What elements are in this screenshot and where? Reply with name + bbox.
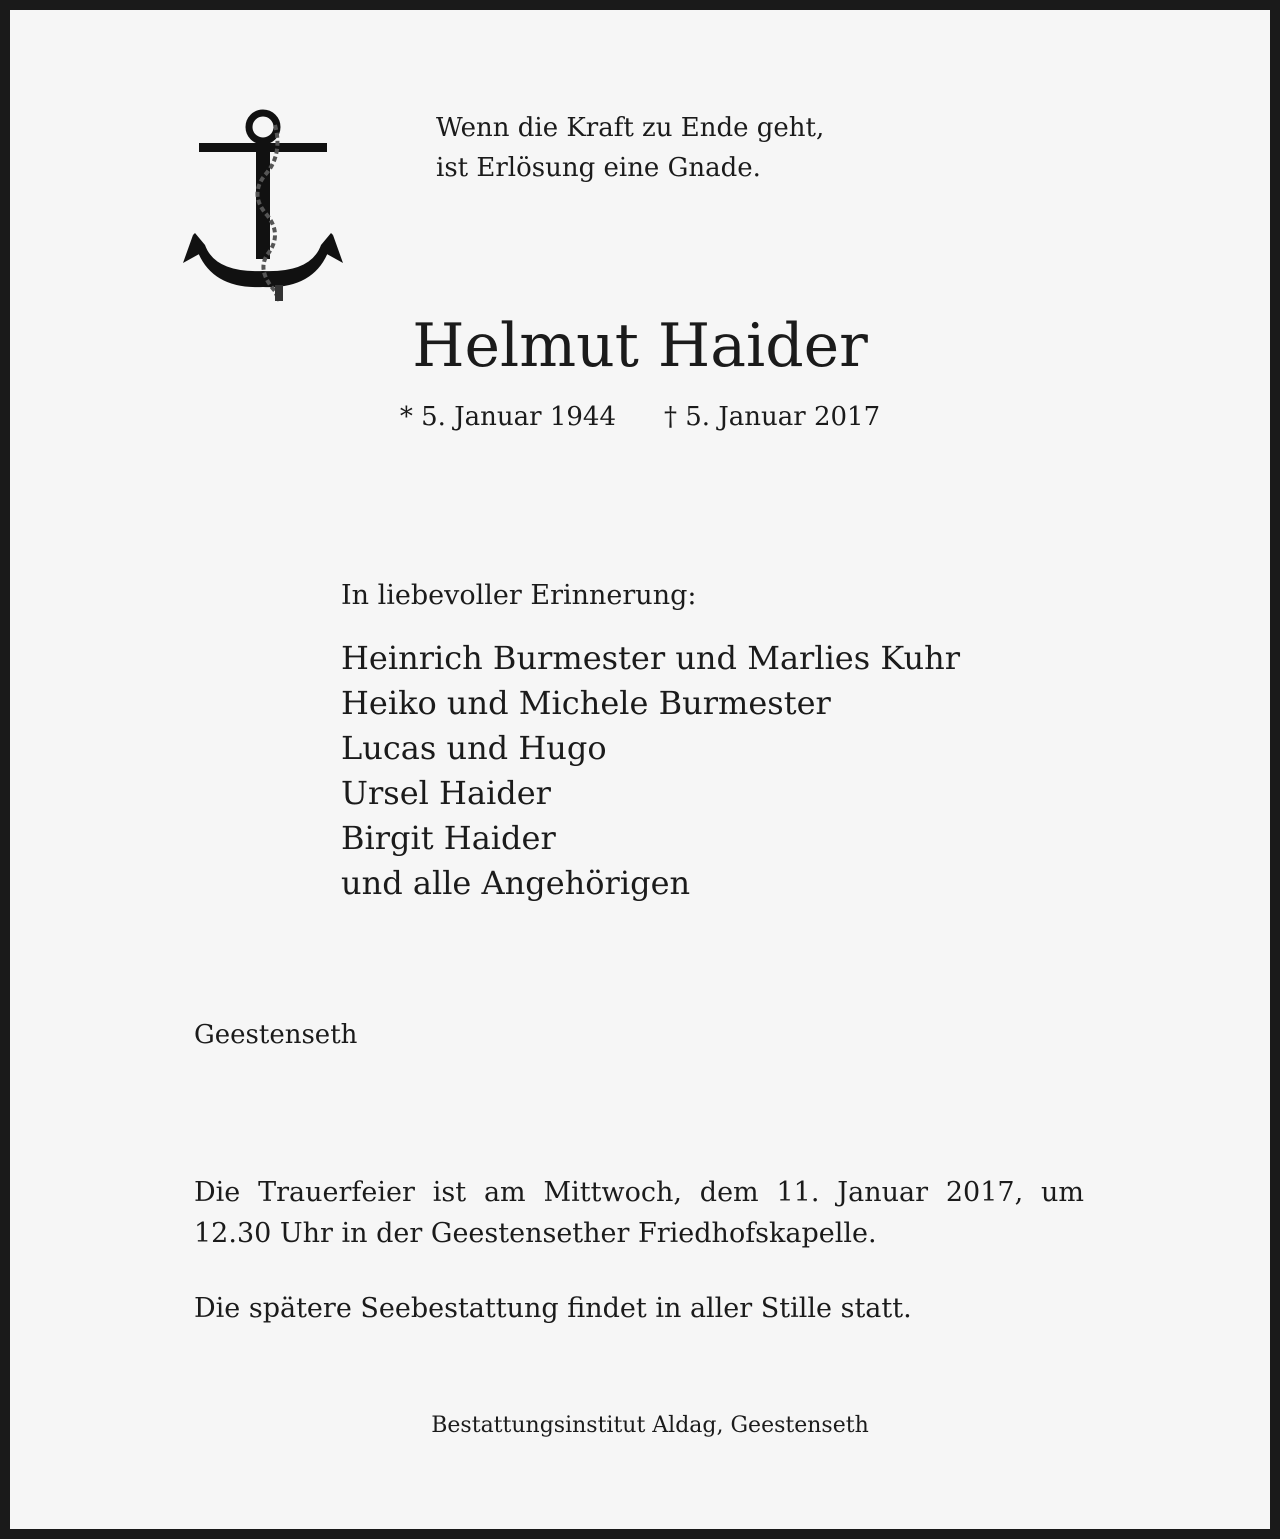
memorial-intro: In liebevoller Erinnerung: bbox=[341, 580, 697, 611]
undertaker: Bestattungsinstitut Aldag, Geestenseth bbox=[431, 1413, 869, 1438]
mourner: Heiko und Michele Burmester bbox=[341, 684, 831, 722]
mourners-list bbox=[341, 636, 960, 906]
life-dates bbox=[0, 402, 1280, 432]
obituary-card bbox=[10, 10, 1270, 1529]
place: Geestenseth bbox=[194, 1020, 358, 1050]
mourner: Ursel Haider bbox=[341, 774, 551, 812]
mourner: und alle Angehörigen bbox=[341, 864, 691, 902]
motto-line: Wenn die Kraft zu Ende geht, bbox=[436, 113, 825, 143]
motto-line: ist Erlösung eine Gnade. bbox=[436, 153, 761, 183]
motto bbox=[436, 108, 824, 188]
mourner: Heinrich Burmester und Marlies Kuhr bbox=[341, 639, 961, 677]
ceremony-notice: Die Trauerfeier ist am Mittwoch, dem 11. Januar 2017, um 12.30 Uhr in der Geestensether Friedhofskapelle. bbox=[194, 1177, 1084, 1249]
mourner: Lucas und Hugo bbox=[341, 729, 607, 767]
death-date: † 5. Januar 2017 bbox=[664, 402, 881, 432]
deceased-name: Helmut Haider bbox=[412, 311, 868, 381]
burial-notice: Die spätere Seebestattung findet in aller Stille statt. bbox=[194, 1293, 912, 1324]
birth-date: * 5. Januar 1944 bbox=[399, 402, 616, 432]
anchor-icon bbox=[183, 95, 343, 305]
mourner: Birgit Haider bbox=[341, 819, 556, 857]
